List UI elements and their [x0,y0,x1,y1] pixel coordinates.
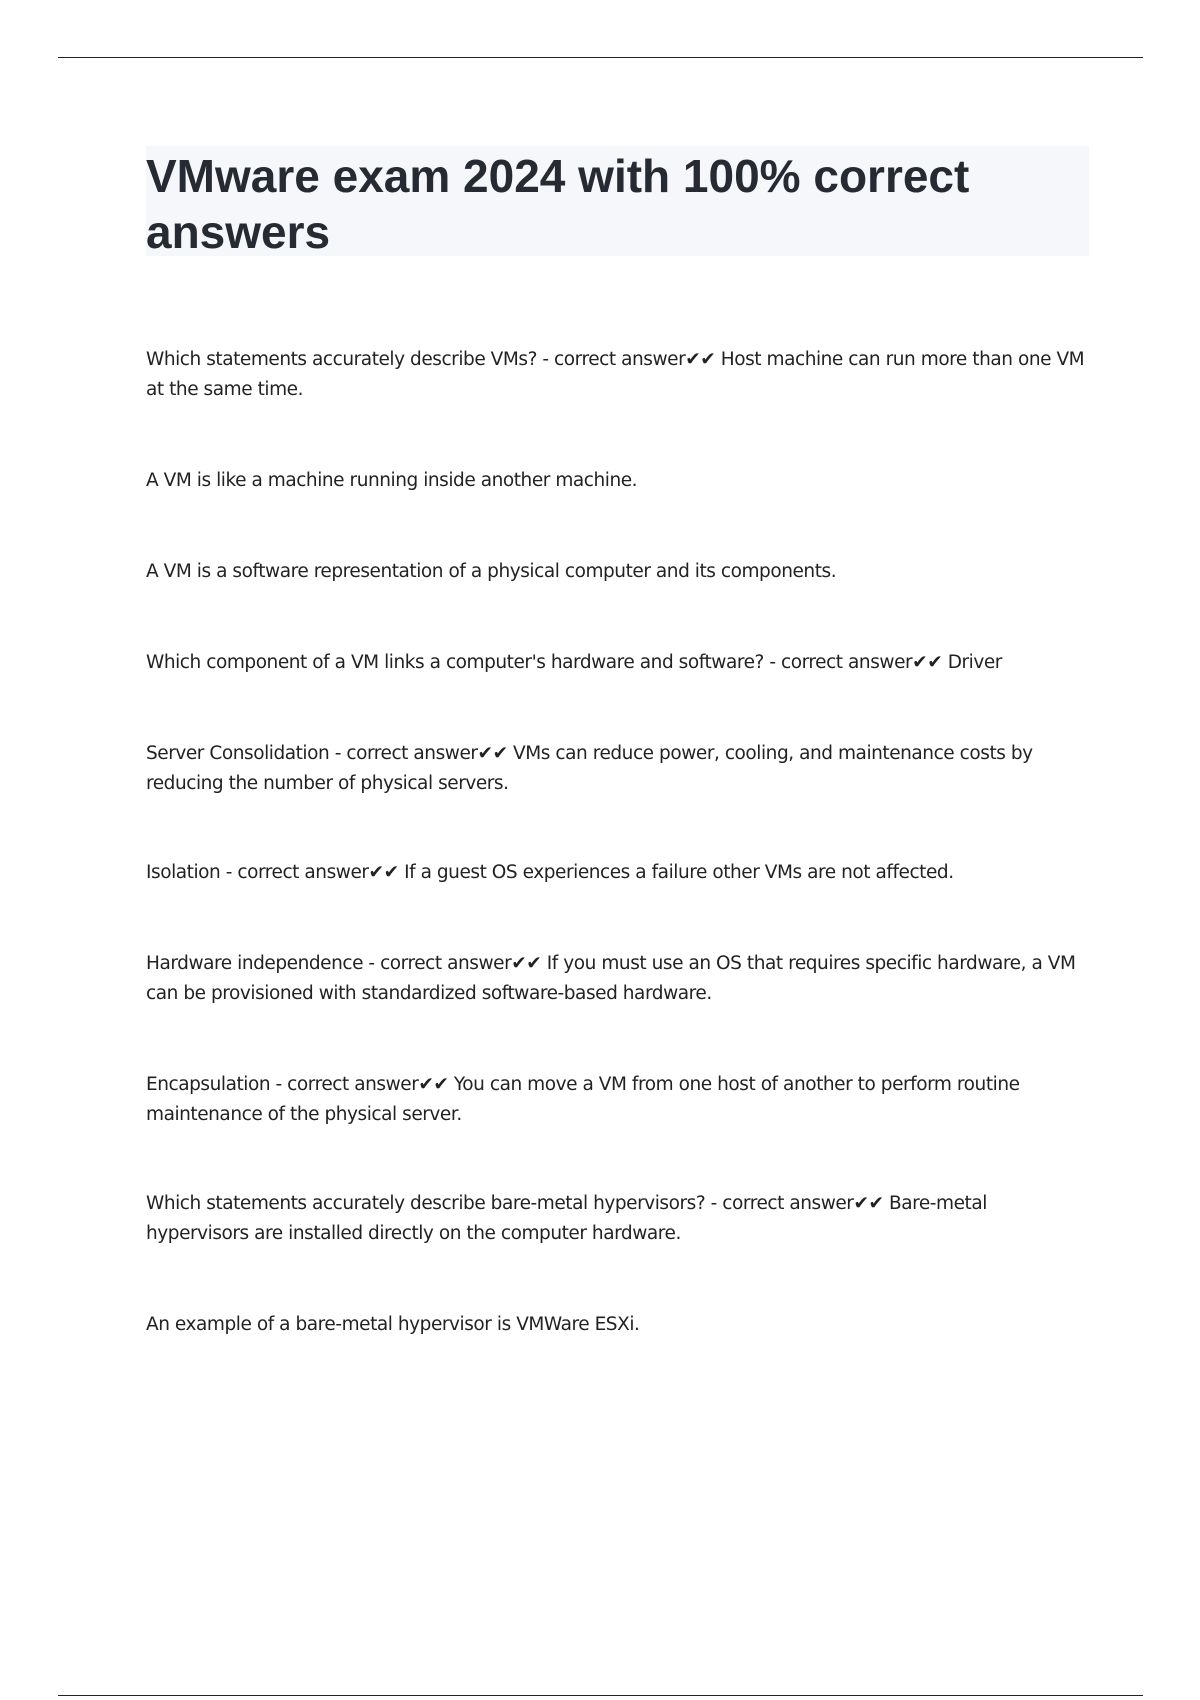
footer-rule [58,1695,1143,1696]
qa-entry: Isolation - correct answer✔✔ If a guest OS experiences a failure other VMs are not affected. [146,862,954,883]
header-rule [58,57,1143,58]
qa-entry: A VM is like a machine running inside another machine. [146,470,638,491]
qa-entry: Encapsulation - correct answer✔✔ You can move a VM from one host of another to perform routine maintenance of the physical server. [146,1074,1020,1125]
qa-entry: Server Consolidation - correct answer✔✔ VMs can reduce power, cooling, and maintenance costs by reducing the number of physical servers. [146,743,1033,794]
document-title: VMware exam 2024 with 100% correct answers [146,150,970,258]
qa-entry: Which statements accurately describe bare-metal hypervisors? - correct answer✔✔ Bare-metal hypervisors are installed directly on the computer hardware. [146,1193,987,1244]
qa-entry: A VM is a software representation of a physical computer and its components. [146,561,837,582]
qa-entry: Which component of a VM links a computer's hardware and software? - correct answer✔✔ Driver [146,652,1002,673]
qa-entry: An example of a bare-metal hypervisor is VMWare ESXi. [146,1314,640,1335]
qa-entry: Hardware independence - correct answer✔✔ If you must use an OS that requires specific hardware, a VM can be provisioned with standardized software-based hardware. [146,953,1076,1004]
qa-entry: Which statements accurately describe VMs? - correct answer✔✔ Host machine can run more than one VM at the same time. [146,349,1085,400]
